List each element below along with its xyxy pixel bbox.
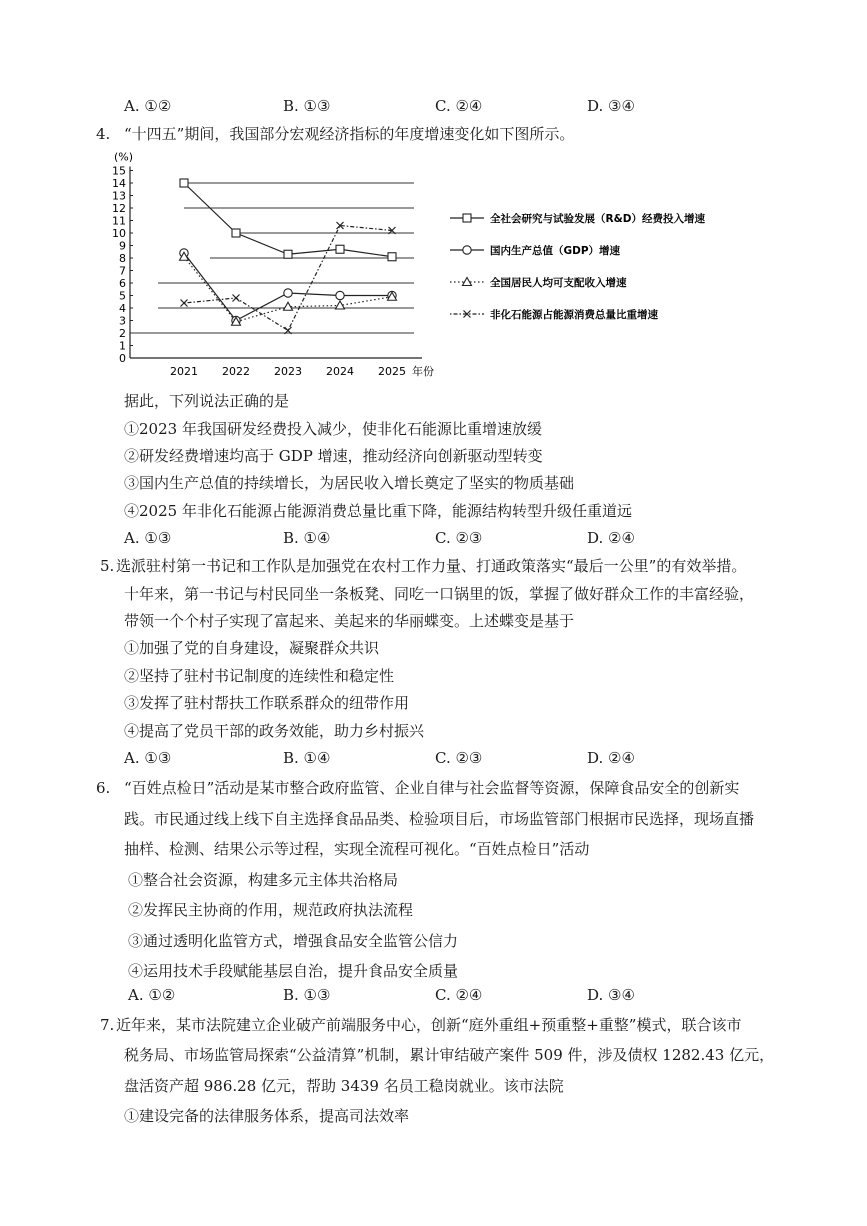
series-4 [181,222,396,334]
x-marker [233,295,240,302]
y-tick-label: 12 [112,202,126,215]
q6-item-2: ②发挥民主协商的作用，规范政府执法流程 [128,901,414,919]
q5-item-1: ①加强了党的自身建设，凝聚群众共识 [124,639,380,657]
q5-option-d[interactable]: D. ②④ [587,749,635,767]
q6-item-4: ④运用技术手段赋能基层自治，提升食品安全质量 [128,962,459,980]
q4-lead: 据此，下列说法正确的是 [124,392,290,410]
q7-item-1: ①建设完备的法律服务体系，提高司法效率 [124,1107,410,1125]
q5-item-2: ②坚持了驻村书记制度的连续性和稳定性 [124,667,395,685]
y-tick-label: 7 [119,264,126,278]
q4-item-2: ②研发经费增速均高于 GDP 增速，推动经济向创新驱动型转变 [124,447,543,465]
q3-option-c[interactable]: C. ②④ [435,97,483,115]
growth-rate-line-chart [110,146,710,382]
y-tick-label: 10 [112,227,126,240]
circle-marker [284,289,292,297]
square-marker [388,253,396,261]
q5-number: 5. [100,557,115,575]
chart-legend [450,212,705,321]
q3-option-d[interactable]: D. ③④ [587,97,635,115]
q5-option-b[interactable]: B. ①④ [283,749,331,767]
y-tick-label: 15 [112,164,126,178]
y-tick-label: 4 [119,302,126,315]
square-marker [336,245,344,253]
q6-item-3: ③通过透明化监管方式，增强食品安全监管公信力 [128,932,459,950]
q5-stem-line-2: 十年来，第一书记与村民同坐一条板凳、同吃一口锅里的饭，掌握了做好群众工作的丰富经验， [124,585,755,603]
x-axis-label: 年份 [412,365,434,378]
q6-stem-line-1: “百姓点检日”活动是某市整合政府监管、企业自律与社会监督等资源，保障食品安全的创新实 [124,779,740,797]
q5-stem-line-3: 带领一个个村子实现了富起来、美起来的华丽蝶变。上述蝶变是基于 [124,612,575,630]
q4-option-a[interactable]: A. ①③ [124,529,172,547]
q6-option-d[interactable]: D. ③④ [587,986,635,1004]
q5-item-4: ④提高了党员干部的政务效能，助力乡村振兴 [124,722,425,740]
x-tick-label: 2022 [222,365,250,378]
legend-entry-1 [450,212,705,225]
q4-option-c[interactable]: C. ②③ [435,529,483,547]
y-tick-label: 3 [119,314,126,328]
q4-number: 4. [96,125,111,143]
chart-series [180,179,397,334]
series-1 [180,179,396,261]
legend-label: 全国居民人均可支配收入增速 [490,277,627,289]
square-marker [232,229,240,237]
y-axis-label: (%) [114,150,134,164]
x-tick-label: 2023 [274,365,302,378]
y-tick-label: 9 [119,239,126,253]
chart-gridlines [130,183,414,333]
circle-marker [336,291,344,299]
q7-stem-line-3: 盘活资产超 986.28 亿元，帮助 3439 名员工稳岗就业。该市法院 [124,1077,564,1095]
q6-option-c[interactable]: C. ②④ [435,986,483,1004]
y-tick-label: 8 [119,252,126,265]
x-tick-label: 2024 [326,365,354,378]
x-marker [181,300,188,307]
square-marker [463,214,471,222]
q5-stem-line-1: 选派驻村第一书记和工作队是加强党在农村工作力量、打通政策落实“最后一公里”的有效举措。 [116,557,747,575]
x-tick-label: 2021 [170,365,198,378]
q4-item-1: ①2023 年我国研发经费投入减少，使非化石能源比重增速放缓 [124,420,542,438]
y-tick-label: 6 [119,277,126,290]
q3-option-b[interactable]: B. ①③ [283,97,331,115]
legend-entry-3 [450,276,627,289]
chart-axes [112,151,434,379]
q5-option-a[interactable]: A. ①③ [124,749,172,767]
q6-stem-line-2: 践。市民通过线上线下自主选择食品品类、检验项目后，市场监管部门根据市民选择，现场直播 [124,810,755,828]
q7-stem-line-1: 近年来，某市法院建立企业破产前端服务中心，创新“庭外重组+预重整+重整”模式，联合该市 [116,1016,742,1034]
q6-option-b[interactable]: B. ①③ [283,986,331,1004]
y-tick-label: 11 [112,214,126,228]
x-tick-label: 2025 [378,365,406,378]
y-tick-label: 14 [112,177,126,190]
legend-entry-2 [450,244,621,257]
q5-item-3: ③发挥了驻村帮扶工作联系群众的纽带作用 [124,694,410,712]
y-tick-label: 1 [119,339,126,353]
q4-option-b[interactable]: B. ①④ [283,529,331,547]
q4-option-d[interactable]: D. ②④ [587,529,635,547]
q6-number: 6. [96,779,111,797]
q7-number: 7. [100,1016,115,1034]
circle-marker [463,246,471,254]
y-tick-label: 5 [119,289,126,303]
y-tick-label: 2 [119,327,126,340]
series-2 [180,249,396,325]
series-line [184,183,392,257]
q5-option-c[interactable]: C. ②③ [435,749,483,767]
y-tick-label: 13 [112,189,126,203]
y-tick-label: 0 [119,352,126,365]
q7-stem-line-2: 税务局、市场监管局探索“公益清算”机制，累计审结破产案件 509 件，涉及债权 1282.43 亿元， [124,1046,775,1064]
series-line [184,226,392,331]
q4-item-3: ③国内生产总值的持续增长，为居民收入增长奠定了坚实的物质基础 [124,474,575,492]
legend-label: 国内生产总值（GDP）增速 [490,245,621,257]
square-marker [284,250,292,258]
q4-stem: “十四五”期间，我国部分宏观经济指标的年度增速变化如下图所示。 [124,125,575,143]
q3-option-a[interactable]: A. ①② [124,97,172,115]
q6-item-1: ①整合社会资源，构建多元主体共治格局 [128,871,399,889]
legend-label: 非化石能源占能源消费总量比重增速 [490,309,658,321]
q6-stem-line-3: 抽样、检测、结果公示等过程，实现全流程可视化。“百姓点检日”活动 [124,840,590,858]
q6-option-a[interactable]: A. ①② [128,986,176,1004]
legend-label: 全社会研究与试验发展（R&D）经费投入增速 [490,213,705,225]
square-marker [180,179,188,187]
q4-item-4: ④2025 年非化石能源占能源消费总量比重下降，能源结构转型升级任重道远 [124,502,632,520]
legend-entry-4 [450,308,658,321]
